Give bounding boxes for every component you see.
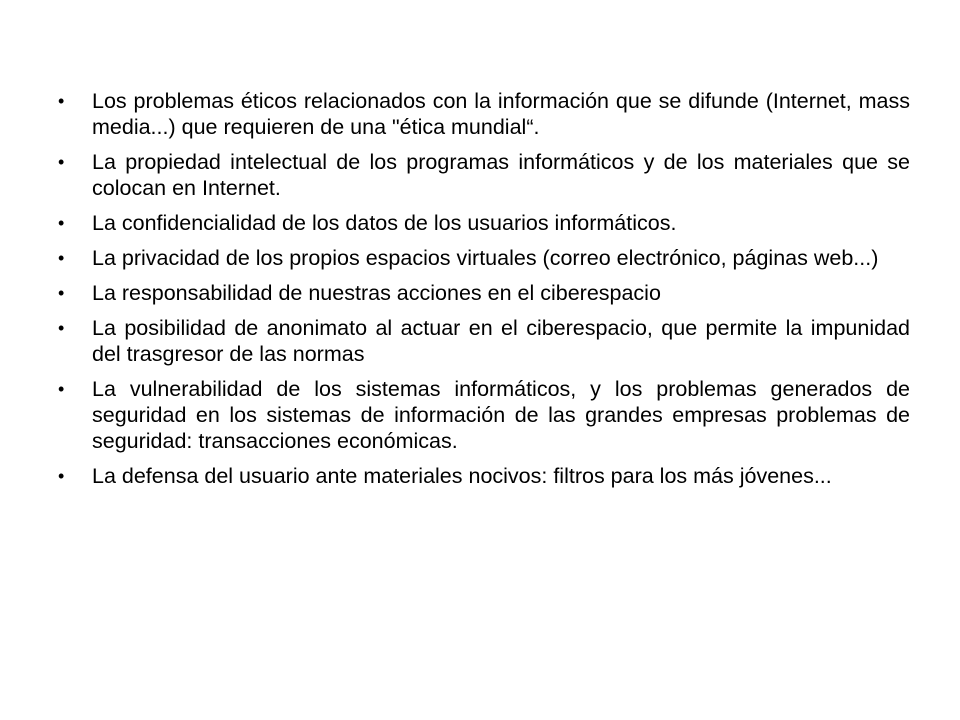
bullet-icon: • — [58, 91, 65, 111]
bullet-text: La defensa del usuario ante materiales nocivos: filtros para los más jóvenes... — [92, 464, 832, 488]
bullet-item-ethical-problems — [58, 88, 910, 140]
bullet-icon: • — [58, 379, 65, 399]
bullet-icon: • — [58, 466, 65, 486]
bullet-text: La propiedad intelectual de los programas informáticos y de los materiales que se colocan en Internet. — [92, 150, 910, 200]
bullet-text: La responsabilidad de nuestras acciones en el ciberespacio — [92, 281, 661, 305]
bullet-text: La privacidad de los propios espacios virtuales (correo electrónico, páginas web...) — [92, 246, 879, 270]
bullet-text: Los problemas éticos relacionados con la información que se difunde (Internet, mass media...) que requieren de una "ética mundial“. — [92, 89, 910, 139]
bullet-text: La posibilidad de anonimato al actuar en el ciberespacio, que permite la impunidad del trasgresor de las normas — [92, 316, 910, 366]
bullet-item-anonymity — [58, 315, 910, 367]
bullet-icon: • — [58, 248, 65, 268]
bullet-text: La vulnerabilidad de los sistemas informáticos, y los problemas generados de seguridad en los sistemas de información de las grandes empresas problemas de seguridad: transacciones económicas. — [92, 377, 910, 453]
bullet-item-vulnerability — [58, 376, 910, 454]
bullet-icon: • — [58, 152, 65, 172]
bullet-item-confidentiality — [58, 210, 910, 236]
bullet-list — [58, 88, 910, 498]
bullet-icon: • — [58, 283, 65, 303]
bullet-icon: • — [58, 213, 65, 233]
bullet-item-privacy — [58, 245, 910, 271]
bullet-text: La confidencialidad de los datos de los usuarios informáticos. — [92, 211, 677, 235]
bullet-item-responsibility — [58, 280, 910, 306]
bullet-icon: • — [58, 318, 65, 338]
bullet-item-intellectual-property — [58, 149, 910, 201]
bullet-item-user-defense — [58, 463, 910, 489]
